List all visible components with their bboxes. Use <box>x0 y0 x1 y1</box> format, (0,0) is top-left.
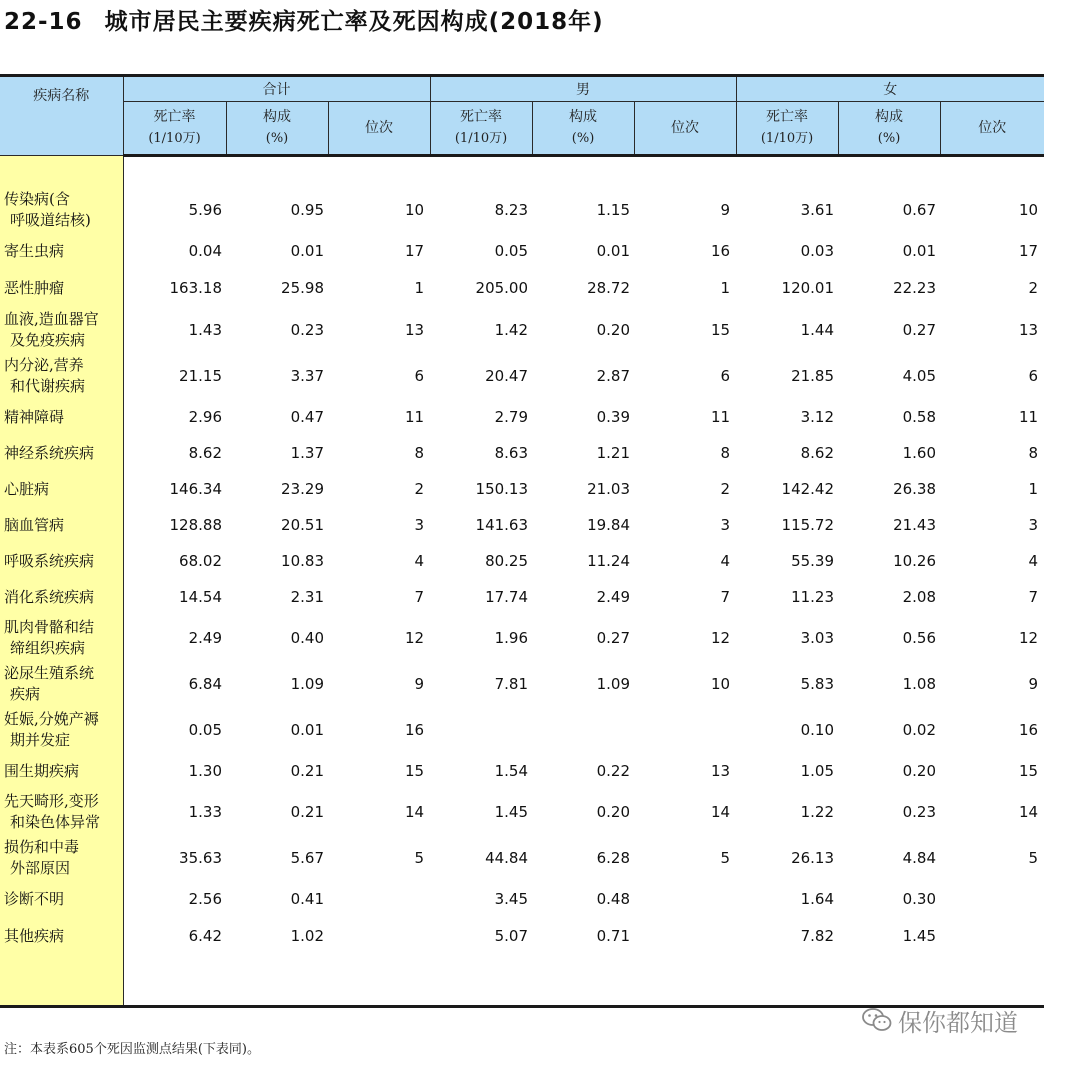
rate-cell: 3.45 <box>494 890 529 908</box>
rate-cell: 1.64 <box>800 890 835 908</box>
header-label: 死亡率 <box>153 109 196 125</box>
table-row <box>0 187 1044 233</box>
rate-cell: 3.03 <box>800 629 835 647</box>
rank-cell: 15 <box>404 762 425 780</box>
rate-cell: 1.05 <box>800 762 835 780</box>
table-row <box>0 615 1044 661</box>
share-cell: 26.38 <box>893 480 937 498</box>
rank-cell: 1 <box>1028 480 1039 498</box>
rank-cell: 5 <box>720 849 731 867</box>
rank-cell: 10 <box>1018 201 1039 219</box>
rank-cell: 2 <box>414 480 425 498</box>
table-row <box>0 471 1044 507</box>
header-female-rate <box>736 102 838 156</box>
table-row <box>0 307 1044 353</box>
rate-cell: 146.34 <box>169 480 222 498</box>
share-cell: 21.03 <box>587 480 631 498</box>
header-group-male: 男 <box>430 76 736 102</box>
rate-cell: 68.02 <box>179 552 222 570</box>
share-cell: 22.23 <box>893 279 937 297</box>
rank-cell: 12 <box>710 629 731 647</box>
spacer-row <box>0 156 1044 188</box>
rate-cell <box>430 707 532 753</box>
share-cell: 23.29 <box>281 480 324 498</box>
share-cell: 3.37 <box>290 367 324 385</box>
rate-cell: 1.43 <box>188 321 222 339</box>
rank-cell: 4 <box>720 552 731 570</box>
rate-cell: 1.45 <box>494 803 529 821</box>
table-row <box>0 435 1044 471</box>
share-cell: 2.08 <box>902 588 937 606</box>
header-label: 构成 <box>569 109 598 125</box>
page-title <box>4 4 604 40</box>
header-label: 位次 <box>365 120 394 136</box>
rank-cell: 7 <box>1028 588 1039 606</box>
disease-name: 诊断不明 <box>0 881 123 917</box>
mortality-table-container <box>0 74 1040 1008</box>
disease-name: 肌肉骨骼和结 缔组织疾病 <box>0 615 123 661</box>
share-cell: 0.95 <box>290 201 324 219</box>
header-label: 死亡率 <box>460 109 503 125</box>
rank-cell <box>634 881 736 917</box>
header-label: 构成 <box>263 109 291 125</box>
disease-name: 呼吸系统疾病 <box>0 543 123 579</box>
share-cell: 0.30 <box>902 890 937 908</box>
header-male-rank <box>634 102 736 156</box>
share-cell: 0.48 <box>596 890 631 908</box>
share-cell: 0.20 <box>596 321 631 339</box>
rank-cell: 8 <box>1028 444 1039 462</box>
rank-cell: 7 <box>414 588 425 606</box>
table-row <box>0 233 1044 269</box>
rank-cell: 14 <box>404 803 425 821</box>
table-row <box>0 353 1044 399</box>
header-label: 位次 <box>978 120 1007 136</box>
table-row <box>0 269 1044 307</box>
rate-cell: 2.56 <box>188 890 222 908</box>
share-cell: 0.27 <box>596 629 631 647</box>
header-female-share <box>838 102 940 156</box>
disease-name: 泌尿生殖系统 疾病 <box>0 661 123 707</box>
share-cell: 4.84 <box>902 849 937 867</box>
share-cell: 25.98 <box>281 279 324 297</box>
rate-cell: 80.25 <box>485 552 529 570</box>
table-title: 城市居民主要疾病死亡率及死因构成(2018年) <box>104 9 604 35</box>
rate-cell: 8.63 <box>494 444 529 462</box>
header-total-share <box>226 102 328 156</box>
rank-cell: 3 <box>720 516 731 534</box>
rank-cell: 9 <box>1028 675 1039 693</box>
rank-cell: 8 <box>414 444 425 462</box>
share-cell: 5.67 <box>290 849 324 867</box>
rate-cell: 6.84 <box>188 675 222 693</box>
rate-cell: 7.82 <box>800 927 835 945</box>
table-row <box>0 661 1044 707</box>
rank-cell <box>940 917 1044 955</box>
header-unit: (%) <box>265 131 289 146</box>
rate-cell: 14.54 <box>179 588 222 606</box>
rate-cell: 141.63 <box>475 516 529 534</box>
rate-cell: 1.54 <box>494 762 529 780</box>
share-cell: 0.71 <box>596 927 631 945</box>
disease-name: 寄生虫病 <box>0 233 123 269</box>
rate-cell: 0.03 <box>800 242 835 260</box>
disease-name: 脑血管病 <box>0 507 123 543</box>
spacer-row <box>0 955 1044 1007</box>
rate-cell: 17.74 <box>485 588 529 606</box>
rate-cell: 1.44 <box>800 321 835 339</box>
share-cell: 10.26 <box>893 552 937 570</box>
share-cell: 0.01 <box>290 242 324 260</box>
share-cell: 2.49 <box>596 588 631 606</box>
table-row <box>0 507 1044 543</box>
header-female-rank <box>940 102 1044 156</box>
table-row <box>0 789 1044 835</box>
rank-cell <box>634 707 736 753</box>
rate-cell: 7.81 <box>494 675 529 693</box>
share-cell: 0.02 <box>902 721 937 739</box>
rate-cell: 2.96 <box>188 408 222 426</box>
disease-name: 损伤和中毒 外部原因 <box>0 835 123 881</box>
rate-cell: 5.96 <box>188 201 222 219</box>
share-cell: 0.22 <box>596 762 631 780</box>
share-cell: 19.84 <box>587 516 631 534</box>
rank-cell: 1 <box>414 279 425 297</box>
table-row <box>0 399 1044 435</box>
share-cell: 1.09 <box>596 675 631 693</box>
rate-cell: 163.18 <box>169 279 222 297</box>
rank-cell <box>328 881 430 917</box>
share-cell: 0.56 <box>902 629 937 647</box>
header-unit: (%) <box>877 131 901 146</box>
disease-name: 妊娠,分娩产褥 期并发症 <box>0 707 123 753</box>
share-cell: 0.39 <box>596 408 631 426</box>
rank-cell: 1 <box>720 279 731 297</box>
rate-cell: 3.12 <box>800 408 835 426</box>
share-cell: 0.20 <box>596 803 631 821</box>
share-cell: 0.47 <box>290 408 324 426</box>
rank-cell: 16 <box>710 242 731 260</box>
disease-name: 恶性肿瘤 <box>0 269 123 307</box>
rate-cell: 26.13 <box>791 849 835 867</box>
rate-cell: 1.42 <box>494 321 529 339</box>
table-row <box>0 753 1044 789</box>
header-total-rate <box>123 102 226 156</box>
footnote: 注：本表系605个死因监测点结果(下表同)。 <box>4 1042 260 1057</box>
rank-cell: 6 <box>414 367 425 385</box>
rate-cell: 21.15 <box>179 367 222 385</box>
mortality-table <box>0 74 1044 1008</box>
disease-name: 其他疾病 <box>0 917 123 955</box>
rate-cell: 0.04 <box>188 242 222 260</box>
share-cell: 0.01 <box>290 721 324 739</box>
header-unit: (1/10万) <box>148 131 201 146</box>
header-disease-name: 疾病名称 <box>0 76 123 156</box>
rank-cell: 2 <box>1028 279 1039 297</box>
share-cell: 1.15 <box>596 201 631 219</box>
share-cell: 20.51 <box>281 516 324 534</box>
rate-cell: 6.42 <box>188 927 222 945</box>
rank-cell: 9 <box>414 675 425 693</box>
header-label: 构成 <box>875 109 904 125</box>
disease-name: 血液,造血器官 及免疫疾病 <box>0 307 123 353</box>
rank-cell: 10 <box>710 675 731 693</box>
rank-cell: 12 <box>1018 629 1039 647</box>
share-cell: 2.31 <box>290 588 324 606</box>
header-unit: (1/10万) <box>454 131 508 146</box>
rate-cell: 44.84 <box>485 849 529 867</box>
rate-cell: 55.39 <box>791 552 835 570</box>
share-cell: 2.87 <box>596 367 631 385</box>
rank-cell: 16 <box>1018 721 1039 739</box>
share-cell: 1.37 <box>290 444 324 462</box>
rate-cell: 205.00 <box>475 279 529 297</box>
share-cell: 0.01 <box>596 242 631 260</box>
rate-cell: 150.13 <box>475 480 529 498</box>
rank-cell: 12 <box>404 629 425 647</box>
rate-cell: 1.33 <box>188 803 222 821</box>
disease-name: 心脏病 <box>0 471 123 507</box>
watermark-text: 保你都知道 <box>898 1008 1018 1037</box>
rank-cell <box>328 917 430 955</box>
rate-cell: 0.10 <box>800 721 835 739</box>
rate-cell: 35.63 <box>179 849 222 867</box>
rank-cell <box>940 881 1044 917</box>
share-cell: 0.67 <box>902 201 937 219</box>
rank-cell <box>634 917 736 955</box>
disease-name: 精神障碍 <box>0 399 123 435</box>
rank-cell: 3 <box>414 516 425 534</box>
disease-name: 神经系统疾病 <box>0 435 123 471</box>
share-cell: 11.24 <box>587 552 631 570</box>
rate-cell: 120.01 <box>781 279 835 297</box>
rank-cell: 2 <box>720 480 731 498</box>
share-cell: 21.43 <box>893 516 937 534</box>
rate-cell: 1.30 <box>188 762 222 780</box>
rate-cell: 5.83 <box>800 675 835 693</box>
rate-cell: 128.88 <box>169 516 222 534</box>
rank-cell: 4 <box>414 552 425 570</box>
header-male-rate <box>430 102 532 156</box>
share-cell: 0.01 <box>902 242 937 260</box>
share-cell <box>532 707 634 753</box>
header-label: 死亡率 <box>766 109 809 125</box>
rate-cell: 8.23 <box>494 201 529 219</box>
header-group-female: 女 <box>736 76 1044 102</box>
disease-name: 内分泌,营养 和代谢疾病 <box>0 353 123 399</box>
rate-cell: 142.42 <box>781 480 835 498</box>
rank-cell: 10 <box>404 201 425 219</box>
rank-cell: 11 <box>1018 408 1039 426</box>
rate-cell: 2.49 <box>188 629 222 647</box>
rank-cell: 7 <box>720 588 731 606</box>
rank-cell: 13 <box>1018 321 1039 339</box>
header-male-share <box>532 102 634 156</box>
rank-cell: 8 <box>720 444 731 462</box>
rate-cell: 1.22 <box>800 803 835 821</box>
rank-cell: 6 <box>720 367 731 385</box>
rank-cell: 6 <box>1028 367 1039 385</box>
share-cell: 6.28 <box>596 849 631 867</box>
disease-name: 传染病(含 呼吸道结核) <box>0 187 123 233</box>
rank-cell: 11 <box>710 408 731 426</box>
rate-cell: 11.23 <box>791 588 835 606</box>
rate-cell: 1.96 <box>494 629 529 647</box>
share-cell: 4.05 <box>902 367 937 385</box>
table-row <box>0 917 1044 955</box>
table-row <box>0 579 1044 615</box>
rank-cell: 14 <box>710 803 731 821</box>
rank-cell: 15 <box>1018 762 1039 780</box>
share-cell: 0.27 <box>902 321 937 339</box>
header-total-rank <box>328 102 430 156</box>
rank-cell: 15 <box>710 321 731 339</box>
rate-cell: 115.72 <box>781 516 835 534</box>
table-row <box>0 543 1044 579</box>
rate-cell: 8.62 <box>800 444 835 462</box>
rank-cell: 5 <box>1028 849 1039 867</box>
rank-cell: 17 <box>404 242 425 260</box>
rank-cell: 13 <box>404 321 425 339</box>
share-cell: 0.20 <box>902 762 937 780</box>
disease-name: 消化系统疾病 <box>0 579 123 615</box>
share-cell: 1.08 <box>902 675 937 693</box>
header-unit: (1/10万) <box>760 131 814 146</box>
rank-cell: 5 <box>414 849 425 867</box>
share-cell: 1.09 <box>290 675 324 693</box>
rate-cell: 21.85 <box>791 367 835 385</box>
rank-cell: 9 <box>720 201 731 219</box>
table-row <box>0 881 1044 917</box>
rate-cell: 0.05 <box>494 242 529 260</box>
rank-cell: 3 <box>1028 516 1039 534</box>
share-cell: 0.40 <box>290 629 324 647</box>
share-cell: 28.72 <box>587 279 631 297</box>
share-cell: 1.45 <box>902 927 937 945</box>
header-unit: (%) <box>571 131 595 146</box>
table-row <box>0 707 1044 753</box>
header-label: 位次 <box>671 120 700 136</box>
header-group-total: 合计 <box>123 76 430 102</box>
table-number: 22-16 <box>4 9 83 35</box>
rate-cell: 20.47 <box>485 367 529 385</box>
share-cell: 0.23 <box>902 803 937 821</box>
rank-cell: 11 <box>404 408 425 426</box>
rate-cell: 5.07 <box>494 927 529 945</box>
share-cell: 1.02 <box>290 927 324 945</box>
share-cell: 1.21 <box>596 444 631 462</box>
share-cell: 0.21 <box>290 803 324 821</box>
rank-cell: 4 <box>1028 552 1039 570</box>
wechat-icon <box>862 1007 892 1033</box>
rank-cell: 14 <box>1018 803 1039 821</box>
rank-cell: 13 <box>710 762 731 780</box>
rate-cell: 2.79 <box>494 408 529 426</box>
share-cell: 10.83 <box>281 552 324 570</box>
disease-name: 围生期疾病 <box>0 753 123 789</box>
share-cell: 0.23 <box>290 321 324 339</box>
watermark <box>862 1000 1018 1040</box>
rate-cell: 0.05 <box>188 721 222 739</box>
share-cell: 0.21 <box>290 762 324 780</box>
share-cell: 0.41 <box>290 890 324 908</box>
table-row <box>0 835 1044 881</box>
share-cell: 0.58 <box>902 408 937 426</box>
rate-cell: 8.62 <box>188 444 222 462</box>
rank-cell: 17 <box>1018 242 1039 260</box>
share-cell: 1.60 <box>902 444 937 462</box>
rank-cell: 16 <box>404 721 425 739</box>
rate-cell: 3.61 <box>800 201 835 219</box>
disease-name: 先天畸形,变形 和染色体异常 <box>0 789 123 835</box>
